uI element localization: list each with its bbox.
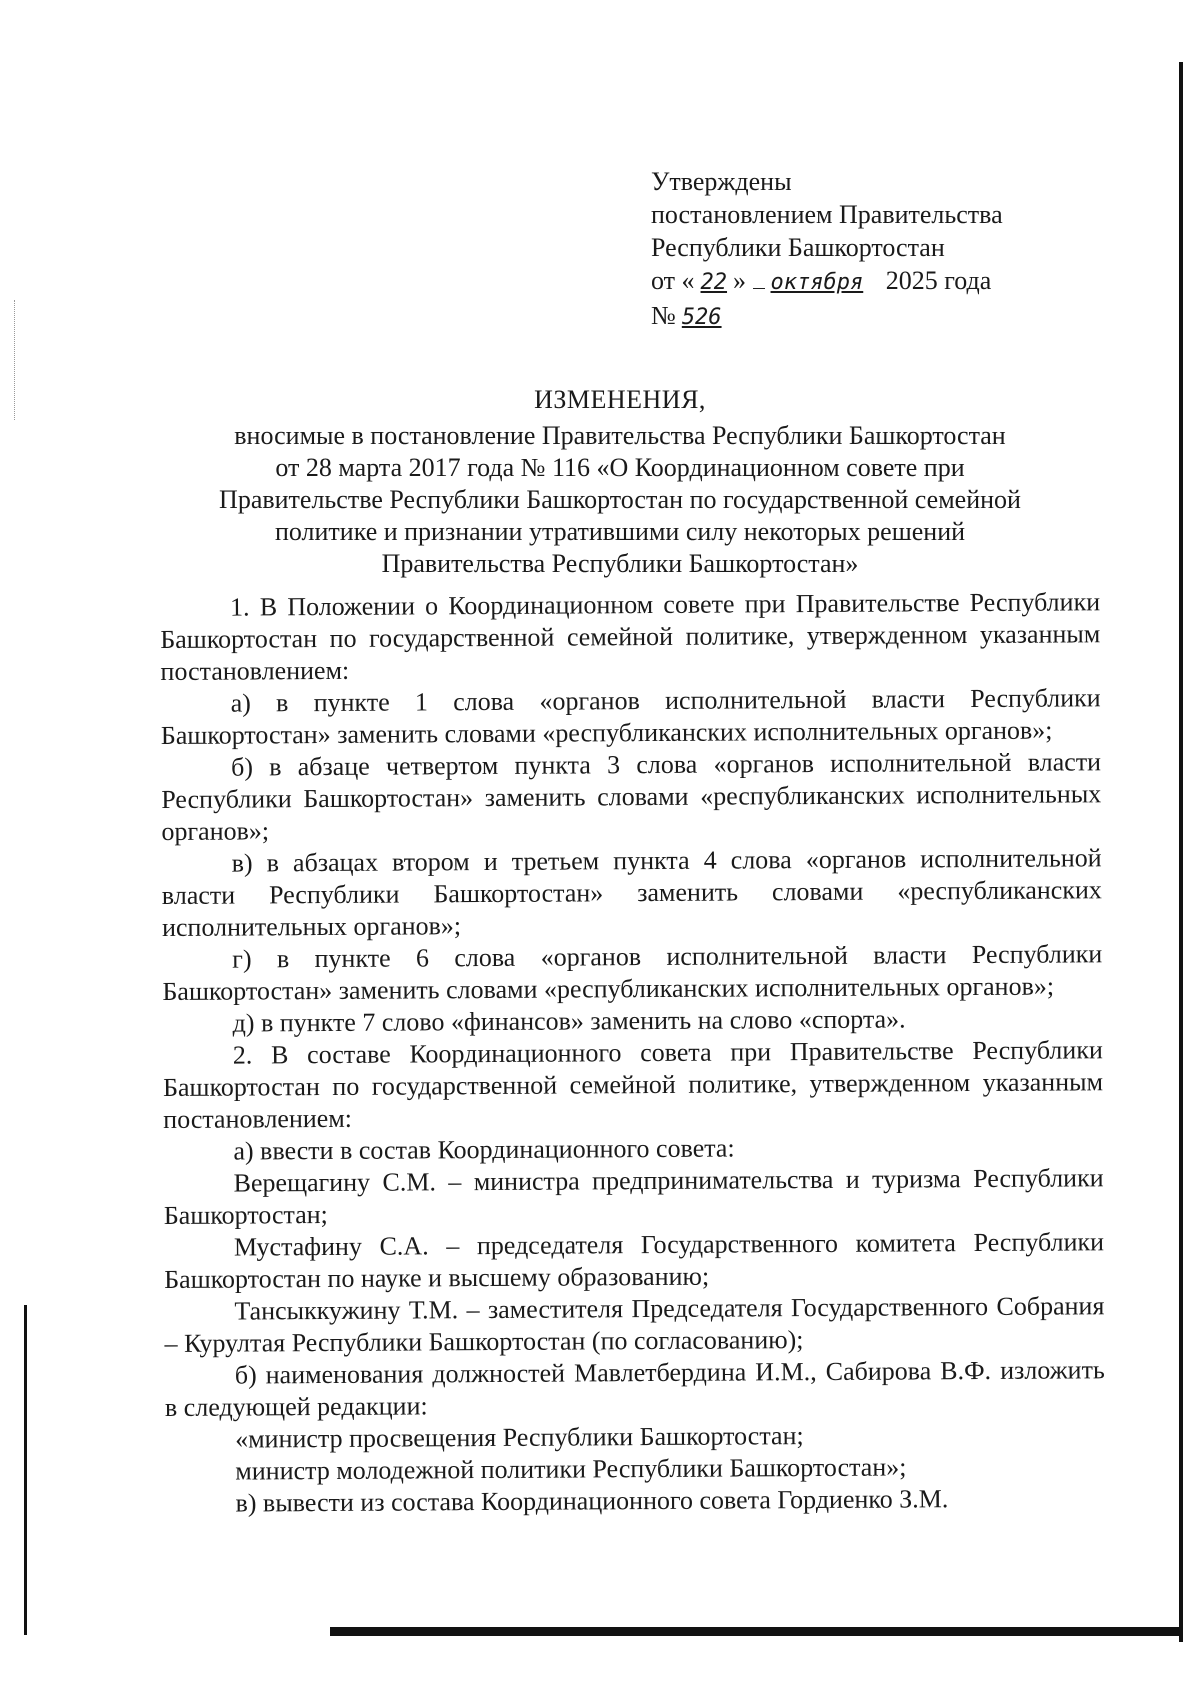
paragraph: министр молодежной политики Республики Башкортостан»; <box>235 1452 907 1486</box>
paragraph: б) наименования должностей Мавлетбердина И.М., Сабирова В.Ф. изложить в следующей редакции: <box>164 1355 1105 1422</box>
date-month: октября <box>770 270 864 295</box>
paragraph: в) в абзацах втором и третьем пункта 4 слова «органов исполнительной власти Республики Башкортостан» заменить словами «республиканских исполнительных органов»; <box>161 843 1102 942</box>
scan-artifact-dots <box>14 300 17 420</box>
scan-edge-bottom <box>330 1627 1182 1636</box>
paragraph: Тансыккужину Т.М. – заместителя Председателя Государственного Собрания – Курултая Республики Башкортостан (по согласованию); <box>164 1291 1105 1358</box>
paragraph: б) в абзаце четвертом пункта 3 слова «органов исполнительной власти Республики Башкортостан» заменить словами «республиканских исполнительных органов»; <box>161 747 1102 846</box>
document-body <box>160 586 1106 1520</box>
date-year: 2025 года <box>885 266 992 295</box>
paragraph: Верещагину С.М. – министра предпринимательства и туризма Республики Башкортостан; <box>163 1163 1104 1230</box>
paragraph: 2. В составе Координационного совета при Правительстве Республики Башкортостан по государственной семейной политике, утвержденном указанным постановлением: <box>162 1035 1104 1134</box>
date-day-suffix: » <box>733 266 747 295</box>
document-title <box>170 384 1070 580</box>
date-day: 22 <box>700 270 728 295</box>
approval-date <box>651 264 1071 299</box>
paragraph: в) вывести из состава Координационного совета Гордиенко З.М. <box>235 1484 949 1518</box>
approval-line-1: Утверждены <box>651 167 792 196</box>
paragraph: Мустафину С.А. – председателя Государственного комитета Республики Башкортостан по науке и высшему образованию; <box>164 1227 1105 1294</box>
title-line: Правительства Республики Башкортостан» <box>381 549 859 578</box>
approval-line-3: Республики Башкортостан <box>651 233 945 262</box>
paragraph: а) в пункте 1 слова «органов исполнительной власти Республики Башкортостан» заменить словами «республиканских исполнительных органов»; <box>160 683 1101 750</box>
date-prefix: от « <box>651 266 695 295</box>
paragraph: д) в пункте 7 слово «финансов» заменить на слово «спорта». <box>232 1004 906 1038</box>
title-line: Правительстве Республики Башкортостан по государственной семейной <box>219 485 1021 514</box>
paragraph: г) в пункте 6 слова «органов исполнительной власти Республики Башкортостан» заменить словами «республиканских исполнительных органов»; <box>162 939 1103 1006</box>
title-line: политике и признании утратившими силу некоторых решений <box>274 517 966 546</box>
approval-block <box>651 165 1071 334</box>
title-line: вносимые в постановление Правительства Республики Башкортостан <box>234 421 1006 450</box>
title-line: от 28 марта 2017 года № 116 «О Координационном совете при <box>275 453 965 482</box>
title-main: ИЗМЕНЕНИЯ, <box>534 385 706 414</box>
number-prefix: № <box>651 301 676 330</box>
paragraph: «министр просвещения Республики Башкортостан; <box>235 1421 804 1454</box>
paragraph: 1. В Положении о Координационном совете при Правительстве Республики Башкортостан по государственной семейной политике, утвержденном указанным постановлением: <box>160 587 1101 686</box>
scan-edge-right <box>1179 62 1183 1642</box>
paragraph: а) ввести в состав Координационного совета: <box>233 1133 735 1166</box>
scan-edge-left <box>24 1305 27 1635</box>
number-value: 526 <box>681 305 722 330</box>
approval-line-2: постановлением Правительства <box>651 200 1003 229</box>
approval-number <box>651 299 1071 334</box>
